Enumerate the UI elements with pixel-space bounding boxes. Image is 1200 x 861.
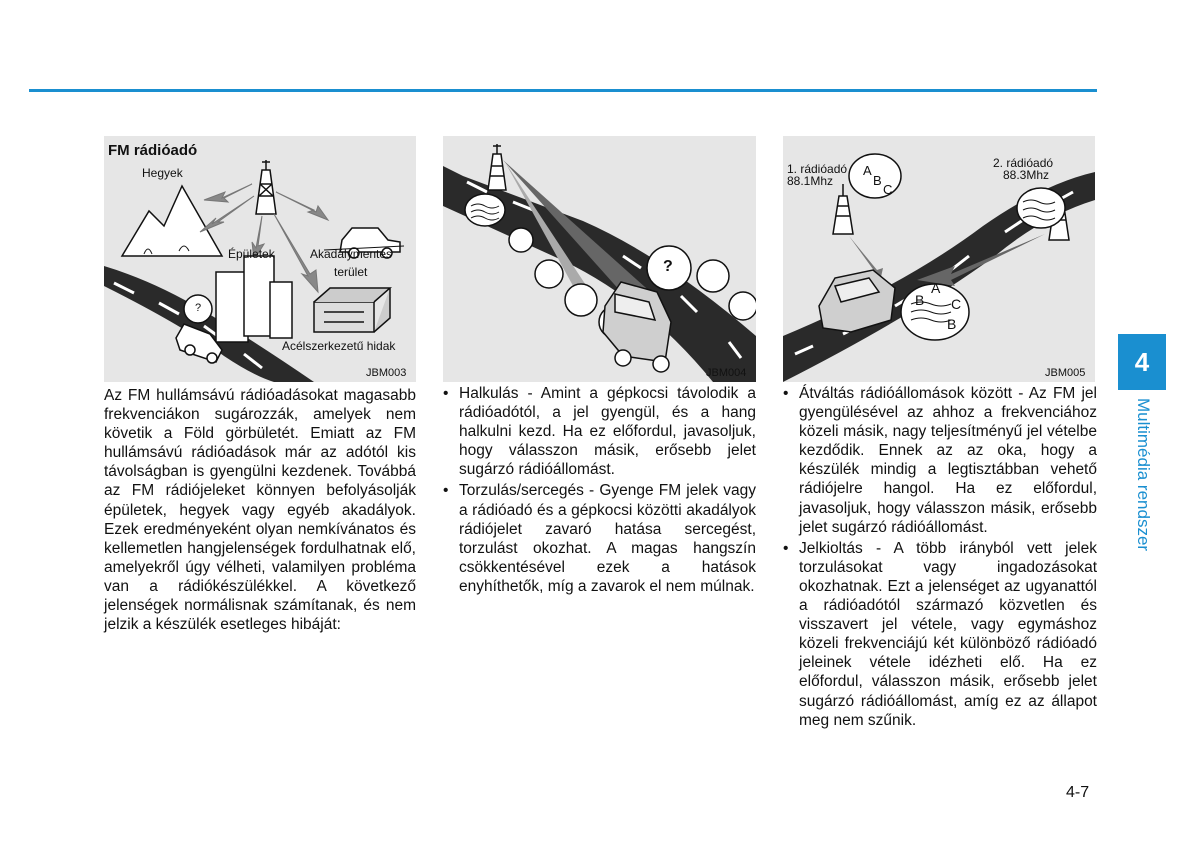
bubble2-letter-a: A <box>931 280 941 296</box>
label-open-area-line2: terület <box>334 265 368 279</box>
column2-text <box>443 384 756 598</box>
column3-bullets <box>783 384 1097 730</box>
figure-fm-transmitter <box>104 136 416 382</box>
header-rule <box>29 89 1097 92</box>
bullet-station-switching <box>783 384 1097 537</box>
bubble2-letter-c: C <box>951 296 962 312</box>
label-open-area-line1: Akadálymentes <box>310 247 393 261</box>
figure-station-switching <box>783 136 1095 382</box>
bullet-distortion <box>443 481 756 596</box>
bullet-station-switching-text: Átváltás rádióállomások között - Az FM jel gyengülésével az ahhoz a frekvenciához közeli másik, nagy teljesítményű jel vételbe kezdődik. Ennek az az oka, hogy a készülék mindig a legtisztábban vehető rádiójelre hangol. Ha ez előfordul, javasoljuk, hogy válasszon másik, erősebb jelet sugárzó rádióállomást. <box>799 385 1097 536</box>
column2-bullets <box>443 384 756 596</box>
column3-text <box>783 384 1097 732</box>
bullet-dot: • <box>783 385 789 402</box>
station2-frequency: 88.3Mhz <box>1003 168 1050 182</box>
bullet-distortion-text: Torzulás/sercegés - Gyenge FM jelek vagy a rádióadó és a gépkocsi közötti akadályok rádiójelet zavaró hatása sercegést, torzulást okozhat. A magas hangszín csökkentésével ezek a hatások enyhíthetők, míg a zavarok el nem múlnak. <box>459 482 756 595</box>
chapter-number-tab: 4 <box>1118 334 1166 390</box>
bullet-multipath-text: Jelkioltás - A több irányból vett jelek torzulásokat vagy ingadozásokat okozhatnak. Ezt a jelenséget az ugyanattól a rádióadótól származó közvetlen és visszavert jel vétele, vagy egymáshoz közeli frekvenciájú két különböző rádióadó jeleinek vétele idézheti elő. Ha ez előfordul, válasszon másik, erősebb jelet sugárzó rádióállomást, amíg ez az állapot meg nem szűnik. <box>799 539 1097 729</box>
figure-code: JBM005 <box>1045 367 1086 379</box>
page-number: 4-7 <box>1066 784 1090 801</box>
fading-illustration <box>443 136 756 382</box>
chapter-title: Multimédia rendszer <box>1134 398 1153 552</box>
bubble2-letter-b2: B <box>947 316 957 332</box>
label-mountains: Hegyek <box>142 166 183 180</box>
bullet-fading-text: Halkulás - Amint a gépkocsi távolodik a rádióadótól, a jel gyengül, és a hang halkulni kezd. Ha ez előfordul, javasoljuk, hogy válasszon másik, erősebb jelet sugárzó rádióállomást. <box>459 385 756 479</box>
label-buildings: Épületek <box>228 247 275 261</box>
bubble1-letter-a: A <box>863 163 872 178</box>
station1-name: 1. rádióadó <box>787 162 848 176</box>
figure-fading <box>443 136 756 382</box>
bullet-dot: • <box>443 482 449 500</box>
question-mark: ? <box>663 258 673 275</box>
question-mark: ? <box>195 302 202 314</box>
bullet-dot: • <box>443 385 449 402</box>
column1-text <box>104 386 416 634</box>
bullet-fading <box>443 384 756 479</box>
bullet-multipath <box>783 539 1097 730</box>
figure-code: JBM003 <box>366 367 407 379</box>
station1-frequency: 88.1Mhz <box>787 174 834 188</box>
bullet-dot: • <box>783 539 789 557</box>
intro-paragraph: Az FM hullámsávú rádióadásokat magasabb frekvenciákon sugározzák, amelyek nem követik a Föld görbületét. Emiatt az FM hullámsávú rádióadások már az adótól kis távolságban is gyengülni kezdenek. Továbbá az FM rádiójeleket könnyen befolyásolják épületek, hegyek vagy egyéb akadályok. Ezek eredményeként olyan nemkívánatos és kellemetlen hangjelenségek fordulhatnak elő, amelyekről úgy vélheti, valamilyen probléma van a rádiókészülékkel. A következő jelenségek normálisnak számítanak, és nem jelzik a készülék esetleges hibáját: <box>104 387 416 634</box>
bubble1-letter-c: C <box>883 182 893 197</box>
figure-code: JBM004 <box>706 367 747 379</box>
bubble2-letter-b: B <box>915 292 925 308</box>
label-steel-bridge: Acélszerkezetű hidak <box>282 339 396 353</box>
bubble1-letter-b: B <box>873 173 882 188</box>
station2-name: 2. rádióadó <box>993 156 1054 170</box>
figure-title: FM rádióadó <box>108 142 198 159</box>
